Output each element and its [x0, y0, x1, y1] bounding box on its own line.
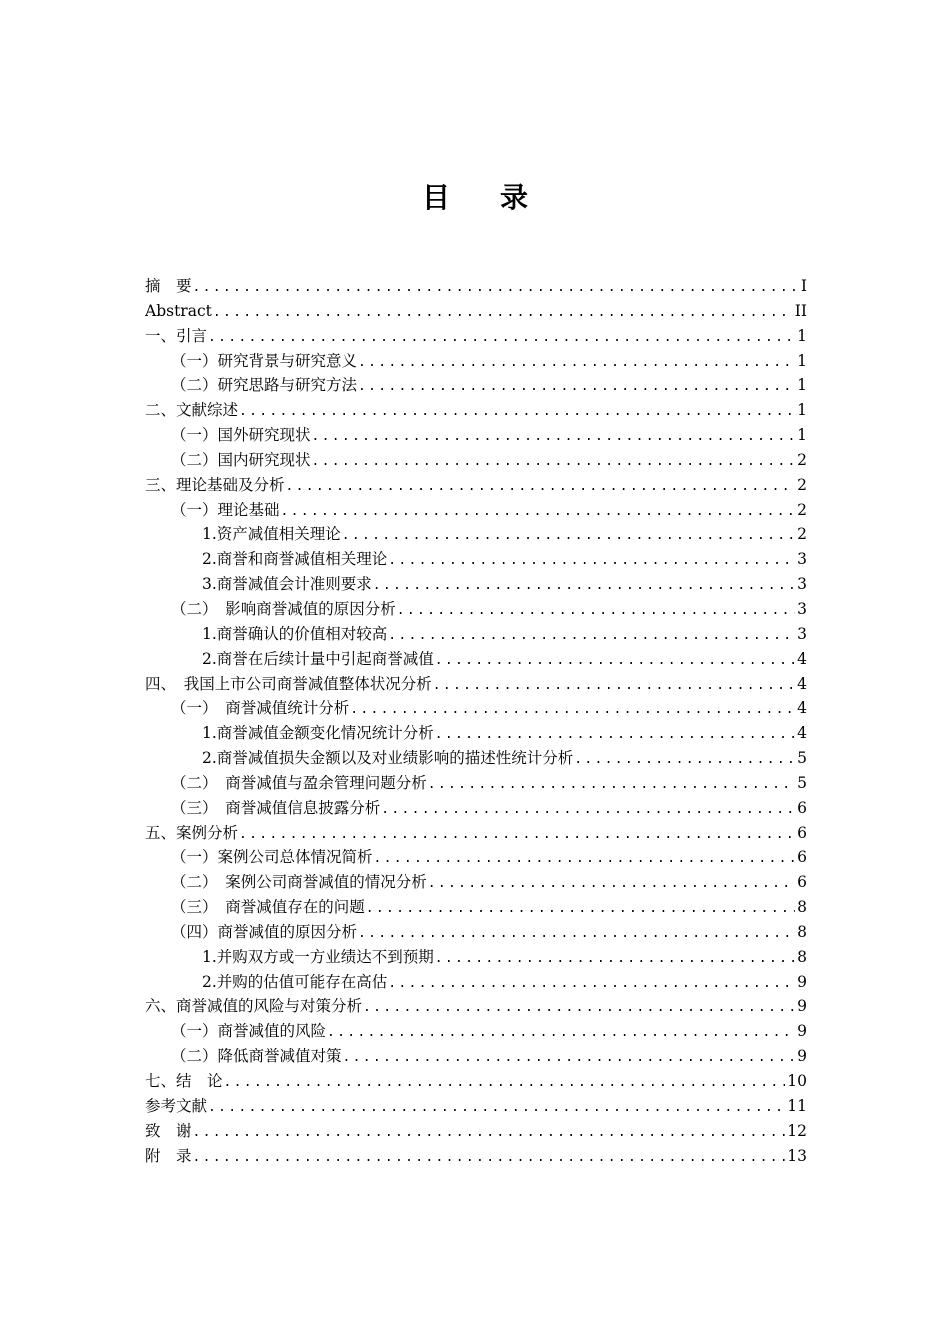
toc-entry[interactable] — [145, 721, 807, 746]
toc-entry[interactable] — [145, 1094, 807, 1119]
toc-entry-page-number: 9 — [797, 1047, 807, 1066]
toc-leader-dots — [387, 624, 795, 647]
toc-entry[interactable] — [145, 945, 807, 970]
toc-leader-dots — [223, 1071, 786, 1094]
toc-entry-title: 一、引言 — [145, 326, 208, 345]
toc-entry-title: （三） 商誉减值信息披露分析 — [171, 798, 381, 817]
toc-entry[interactable] — [145, 547, 807, 572]
toc-leader-dots — [373, 847, 796, 870]
toc-entry[interactable] — [145, 845, 807, 870]
toc-entry-title: 2.并购的估值可能存在高估 — [202, 972, 388, 991]
toc-entry-page-number: 2 — [797, 450, 807, 469]
toc-entry-title: 3.商誉减值会计准则要求 — [202, 575, 372, 594]
toc-entry-page-number: 5 — [797, 749, 807, 768]
toc-entry-title: （二）降低商誉减值对策 — [171, 1047, 342, 1066]
toc-entry-title: （一）国外研究现状 — [171, 426, 311, 445]
toc-entry[interactable] — [145, 622, 807, 647]
toc-title: 目录 — [421, 181, 578, 214]
toc-leader-dots — [192, 1146, 786, 1169]
toc-entry[interactable] — [145, 796, 807, 821]
toc-entry-title: （一）研究背景与研究意义 — [171, 351, 358, 370]
toc-entry[interactable] — [145, 1119, 807, 1144]
toc-entry-page-number: 1 — [797, 401, 807, 420]
toc-leader-dots — [434, 649, 795, 672]
toc-entry[interactable] — [145, 870, 807, 895]
toc-entry[interactable] — [145, 473, 807, 498]
toc-leader-dots — [238, 400, 795, 423]
toc-entry-title: （二） 商誉减值与盈余管理问题分析 — [171, 773, 427, 792]
toc-leader-dots — [326, 1021, 795, 1044]
toc-entry-title: （一）商誉减值的风险 — [171, 1022, 327, 1041]
toc-entry-page-number: 6 — [797, 873, 807, 892]
toc-entry-title: （四）商誉减值的原因分析 — [171, 922, 358, 941]
toc-entry-title: 二、文献综述 — [145, 401, 239, 420]
toc-entry-title: 2.商誉和商誉减值相关理论 — [202, 550, 388, 569]
toc-entry-title: 摘 要 — [145, 277, 192, 295]
toc-leader-dots — [311, 450, 796, 473]
toc-entry[interactable] — [145, 349, 807, 374]
toc-leader-dots — [192, 276, 799, 299]
toc-leader-dots — [341, 524, 795, 547]
toc-leader-dots — [434, 947, 795, 970]
toc-entry-title: 七、结 论 — [145, 1072, 223, 1090]
toc-leader-dots — [427, 872, 795, 895]
toc-entry-title: 2.商誉在后续计量中引起商誉减值 — [202, 649, 434, 668]
toc-entry-page-number: 4 — [797, 724, 807, 743]
toc-entry-title: （一） 商誉减值统计分析 — [171, 699, 350, 718]
toc-entry-title: 1.商誉确认的价值相对较高 — [202, 624, 388, 643]
toc-entry[interactable] — [145, 970, 807, 995]
toc-entry-page-number: 10 — [787, 1072, 807, 1090]
toc-entry-title: 1.资产减值相关理论 — [202, 525, 341, 544]
toc-entry-page-number: 3 — [797, 599, 807, 618]
toc-leader-dots — [396, 599, 795, 622]
toc-entry-page-number: 1 — [797, 426, 807, 445]
toc-entry[interactable] — [145, 895, 807, 920]
toc-entry[interactable] — [145, 771, 807, 796]
toc-entry-title: 三、理论基础及分析 — [145, 475, 285, 494]
toc-entry-page-number: II — [794, 301, 807, 320]
toc-entry[interactable] — [145, 299, 807, 324]
toc-entry[interactable] — [145, 920, 807, 945]
toc-entry-page-number: 1 — [797, 326, 807, 345]
toc-entry-page-number: 9 — [797, 972, 807, 991]
toc-entry-page-number: 2 — [797, 475, 807, 494]
toc-entry-title: 四、 我国上市公司商誉减值整体状况分析 — [145, 674, 432, 693]
toc-entry[interactable] — [145, 1144, 807, 1169]
toc-entry[interactable] — [145, 994, 807, 1019]
toc-leader-dots — [387, 972, 795, 995]
toc-entry-title: 六、商誉减值的风险与对策分析 — [145, 997, 363, 1016]
toc-entry-page-number: 2 — [797, 525, 807, 544]
toc-leader-dots — [280, 500, 796, 523]
toc-leader-dots — [342, 1046, 796, 1069]
toc-leader-dots — [357, 922, 795, 945]
toc-entry[interactable] — [145, 522, 807, 547]
toc-entry-title: （一）案例公司总体情况简析 — [171, 848, 373, 867]
toc-leader-dots — [285, 475, 796, 498]
toc-entry-page-number: 4 — [797, 699, 807, 718]
toc-entry-title: 1.商誉减值金额变化情况统计分析 — [202, 724, 434, 743]
toc-entry[interactable] — [145, 597, 807, 622]
toc-leader-dots — [311, 425, 796, 448]
toc-entry[interactable] — [145, 498, 807, 523]
toc-entry[interactable] — [145, 1044, 807, 1069]
toc-entry-page-number: 3 — [797, 575, 807, 594]
toc-entry[interactable] — [145, 324, 807, 349]
toc-entry[interactable] — [145, 647, 807, 672]
toc-entry[interactable] — [145, 696, 807, 721]
toc-entry-title: （三） 商誉减值存在的问题 — [171, 898, 365, 917]
toc-entry-page-number: 1 — [797, 376, 807, 395]
toc-entry-page-number: 13 — [787, 1146, 807, 1165]
toc-entry[interactable] — [145, 572, 807, 597]
toc-entry[interactable] — [145, 373, 807, 398]
toc-entry-page-number: 6 — [797, 848, 807, 867]
toc-entry-page-number: 8 — [797, 898, 807, 917]
toc-entry[interactable] — [145, 746, 807, 771]
toc-leader-dots — [212, 301, 793, 324]
toc-entry-page-number: 8 — [797, 922, 807, 941]
toc-leader-dots — [349, 698, 795, 721]
toc-leader-dots — [573, 748, 795, 771]
toc-leader-dots — [192, 1121, 786, 1144]
toc-entry-page-number: 4 — [797, 649, 807, 668]
toc-entry-title: 五、案例分析 — [145, 823, 239, 842]
toc-entry-page-number: 6 — [797, 798, 807, 817]
toc-entry-page-number: 3 — [797, 550, 807, 569]
toc-leader-dots — [365, 897, 795, 920]
toc-entry[interactable] — [145, 1019, 807, 1044]
toc-entry[interactable] — [145, 398, 807, 423]
toc-entry-page-number: 5 — [797, 773, 807, 792]
toc-entry[interactable] — [145, 672, 807, 697]
toc-entry-title: 致 谢 — [145, 1121, 192, 1140]
toc-leader-dots — [207, 1096, 785, 1119]
toc-entry[interactable] — [145, 274, 807, 299]
toc-list — [145, 274, 807, 1168]
toc-entry[interactable] — [145, 821, 807, 846]
toc-entry-title: 参考文献 — [145, 1096, 208, 1115]
toc-entry-page-number: 8 — [797, 947, 807, 966]
toc-leader-dots — [432, 674, 795, 697]
toc-entry-title: （二）国内研究现状 — [171, 450, 311, 469]
toc-entry-page-number: 9 — [797, 997, 807, 1016]
toc-entry-page-number: I — [800, 277, 807, 295]
toc-leader-dots — [427, 773, 795, 796]
toc-entry-page-number: 9 — [797, 1022, 807, 1041]
toc-entry-page-number: 11 — [787, 1096, 807, 1115]
toc-leader-dots — [357, 375, 795, 398]
toc-entry-page-number: 12 — [787, 1121, 807, 1140]
toc-entry-page-number: 6 — [797, 823, 807, 842]
toc-entry-page-number: 1 — [797, 351, 807, 370]
toc-leader-dots — [357, 351, 795, 374]
toc-leader-dots — [238, 823, 795, 846]
toc-entry-title: （二） 案例公司商誉减值的情况分析 — [171, 873, 427, 892]
toc-leader-dots — [362, 996, 795, 1019]
toc-leader-dots — [207, 326, 795, 349]
toc-entry-page-number: 3 — [797, 624, 807, 643]
toc-leader-dots — [372, 574, 795, 597]
toc-leader-dots — [380, 798, 795, 821]
toc-leader-dots — [434, 723, 795, 746]
toc-leader-dots — [387, 549, 795, 572]
toc-entry-page-number: 2 — [797, 500, 807, 519]
toc-entry[interactable] — [145, 448, 807, 473]
toc-entry-title: （一）理论基础 — [171, 500, 280, 519]
toc-entry-title: （二）研究思路与研究方法 — [171, 376, 358, 395]
toc-entry-title: 1.并购双方或一方业绩达不到预期 — [202, 947, 434, 966]
toc-entry-page-number: 4 — [797, 674, 807, 693]
toc-entry[interactable] — [145, 1069, 807, 1094]
toc-entry[interactable] — [145, 423, 807, 448]
toc-entry-title: 2.商誉减值损失金额以及对业绩影响的描述性统计分析 — [202, 749, 574, 768]
toc-entry-title: 附 录 — [145, 1146, 192, 1165]
toc-entry-title: Abstract — [145, 301, 212, 320]
toc-entry-title: （二） 影响商誉减值的原因分析 — [171, 599, 396, 618]
